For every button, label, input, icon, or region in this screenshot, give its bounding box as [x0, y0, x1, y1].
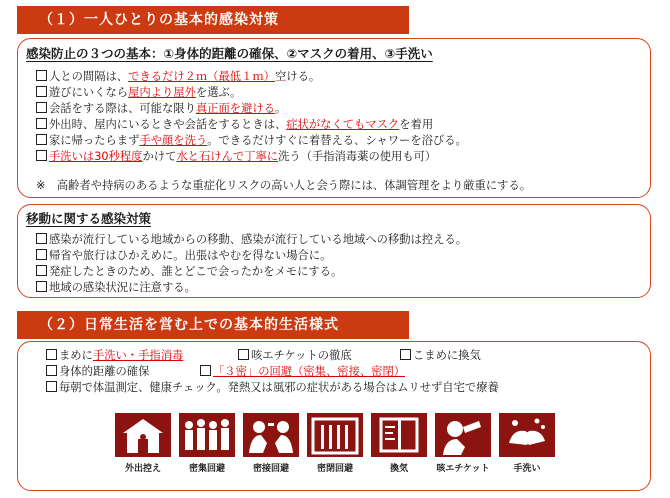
checkbox-icon [238, 349, 249, 360]
item-emphasis: 水と石けんで丁寧に [176, 150, 279, 163]
checkbox-icon [36, 118, 47, 129]
item-text: こまめに換気 [413, 349, 481, 362]
checkbox-icon [36, 249, 47, 260]
lifestyle-row2 [46, 364, 149, 379]
pictogram-label: 手洗い [513, 464, 541, 474]
pictogram-handwashing [499, 413, 555, 474]
pictogram-avoid-close-contact [243, 413, 299, 474]
checkbox-icon [46, 349, 57, 360]
item-text: 洗う（手指消毒薬の使用も可） [278, 150, 437, 163]
list-item [36, 248, 331, 263]
cough-etiquette-icon [435, 413, 491, 457]
checkbox-icon [36, 86, 47, 97]
item-emphasis: 屋内より屋外 [128, 86, 196, 99]
item-text: 地域の感染状況に注意する。 [49, 281, 196, 294]
item-text: 。 [274, 102, 287, 115]
item-emphasis: 症状がなくてもマスク [286, 118, 400, 131]
list-item [36, 101, 286, 116]
item-text: 人との間隔は、 [49, 70, 129, 83]
item-text: かけて [142, 150, 177, 163]
high-risk-note: ※ 高齢者や持病のあるような重症化リスクの高い人と会う際には、体調管理をより厳重にする。 [36, 179, 532, 192]
handwashing-icon [499, 413, 555, 457]
checkbox-icon [46, 381, 57, 392]
item-text: 会話をする際は、可能な限り [49, 102, 196, 115]
house-icon [115, 413, 171, 457]
item-text: 帰省や旅行はひかえめに。出張はやむを得ない場合に。 [49, 249, 332, 262]
pictogram-avoid-crowds [179, 413, 235, 474]
item-emphasis: 真正面を避ける [195, 102, 275, 115]
item-text: 身体的距離の確保 [59, 365, 150, 378]
checkbox-icon [36, 134, 47, 145]
checkbox-icon [46, 365, 57, 376]
item-text: 外出時、屋内にいるときや会話をするときは、 [49, 118, 287, 131]
movement-measures-title: 移動に関する感染対策 [26, 211, 152, 226]
crowd-icon [179, 413, 235, 457]
list-item [36, 149, 436, 164]
item-text: を選ぶ。 [195, 86, 242, 99]
item-emphasis: 「３密」の回避（密集、密接、密閉） [213, 365, 406, 378]
item-text: まめに [59, 349, 93, 362]
lifestyle-row1-item3 [400, 348, 481, 363]
checkbox-icon [400, 349, 411, 360]
list-item [36, 133, 467, 148]
item-text: 毎朝で体温測定、健康チェック。発熱又は風邪の症状がある場合はムリせず自宅で療養 [59, 381, 499, 394]
item-text: 。できるだけすぐに着替える、シャワーを浴びる。 [207, 134, 467, 147]
item-text: 遊びにいくなら [49, 86, 129, 99]
item-text: 発症したときのため、誰とどこで会ったかをメモにする。 [49, 265, 343, 278]
pictogram-cough-etiquette [435, 413, 491, 474]
list-item [36, 117, 433, 132]
list-item [36, 280, 196, 295]
lifestyle-row3 [46, 380, 499, 395]
list-item [36, 232, 467, 247]
pictogram-avoid-closed-spaces [307, 413, 363, 474]
item-text: 咳エチケットの徹底 [251, 349, 352, 362]
list-item [36, 69, 320, 84]
checkbox-icon [36, 150, 47, 161]
lifestyle-row1 [46, 348, 183, 363]
checkbox-icon [36, 265, 47, 276]
item-text: 家に帰ったらまず [49, 134, 140, 147]
checkbox-icon [36, 70, 47, 81]
pictogram-ventilation [371, 413, 427, 474]
item-emphasis: 手洗い・手指消毒 [92, 349, 184, 362]
pictogram-label: 咳エチケット [436, 464, 490, 474]
checkbox-icon [36, 102, 47, 113]
lifestyle-row2-item2 [200, 364, 405, 379]
closed-space-icon [307, 413, 363, 457]
item-text: 空ける。 [274, 70, 321, 83]
pictogram-label: 換気 [389, 464, 408, 474]
item-emphasis: 手洗いは30秒程度 [49, 150, 143, 163]
pictogram-label: 密閉回避 [316, 464, 353, 474]
checkbox-icon [200, 365, 211, 376]
item-emphasis: 手や顔を洗う [139, 134, 208, 147]
pictogram-label: 外出控え [124, 464, 161, 474]
item-text: 感染が流行している地域からの移動、感染が流行している地域への移動は控える。 [49, 233, 467, 246]
basic-measures-title: 感染防止の３つの基本：①身体的距離の確保、②マスクの着用、③手洗い [26, 46, 433, 61]
list-item [36, 264, 342, 279]
section2-header: （２）日常生活を営む上での基本的生活様式 [17, 311, 409, 339]
checkbox-icon [36, 233, 47, 244]
item-emphasis: できるだけ２ｍ（最低１ｍ） [128, 70, 275, 83]
list-item [36, 85, 241, 100]
checkbox-icon [36, 281, 47, 292]
item-text: を着用 [399, 118, 434, 131]
pictogram-row [115, 413, 555, 475]
window-ventilation-icon [371, 413, 427, 457]
section1-header: （１）一人ひとりの基本的感染対策 [17, 6, 409, 34]
pictogram-stay-home [115, 413, 171, 474]
pictogram-label: 密接回避 [252, 464, 289, 474]
pictogram-label: 密集回避 [188, 464, 225, 474]
close-contact-icon [243, 413, 299, 457]
lifestyle-row1-item2 [238, 348, 352, 363]
